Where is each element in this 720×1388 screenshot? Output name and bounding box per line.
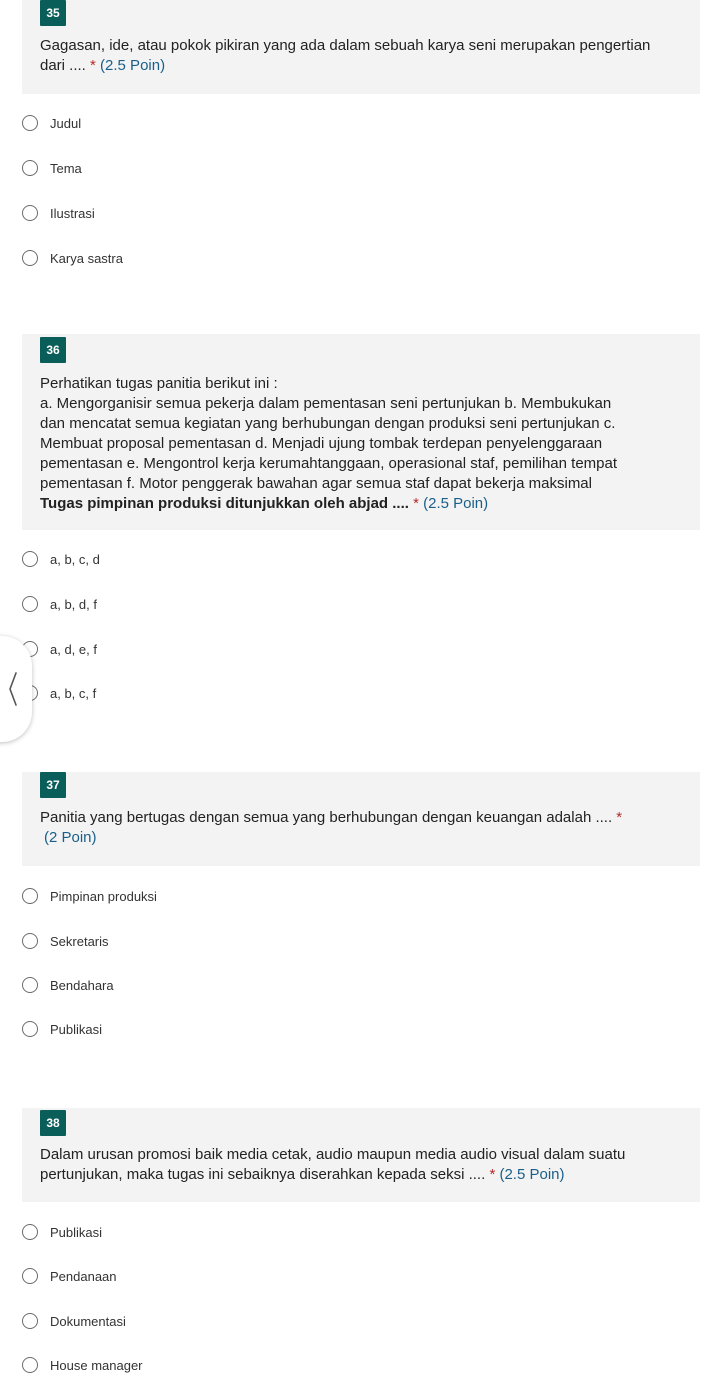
radio-button[interactable] [22,1268,38,1284]
radio-button[interactable] [22,933,38,949]
radio-button[interactable] [22,1021,38,1037]
question-number: 36 [40,337,66,363]
option-label: a, b, c, f [50,685,97,701]
question-line-last [40,828,684,848]
question-text [40,374,684,514]
points-label: (2.5 Poin) [423,495,489,512]
option-ilustrasi[interactable] [22,202,95,224]
question-36-header [22,334,700,530]
option-label: Bendahara [50,977,114,993]
question-line: Membuat proposal pementasan d. Menjadi ujung tombak terdepan penyelenggaraan [40,435,603,452]
question-37 [22,772,700,866]
back-side-tab[interactable] [0,636,32,742]
question-line: pertunjukan, maka tugas ini sebaiknya diserahkan kepada seksi .... [40,1166,486,1183]
points-label: (2 Poin) [44,829,97,846]
points-label: (2.5 Poin) [100,57,166,74]
question-line [40,808,684,828]
required-marker: * [489,1166,496,1183]
radio-button[interactable] [22,160,38,176]
question-line: Gagasan, ide, atau pokok pikiran yang ada dalam sebuah karya seni merupakan pengertian [40,37,651,54]
question-number: 38 [40,1110,66,1136]
option-label: Ilustrasi [50,205,95,221]
option-karya-sastra[interactable] [22,247,123,269]
question-line: dari .... [40,57,86,74]
option-dokumentasi[interactable] [22,1310,126,1332]
radio-button[interactable] [22,250,38,266]
option-abcd[interactable] [22,548,100,570]
option-label: Pimpinan produksi [50,888,157,904]
option-label: Sekretaris [50,933,109,949]
question-38-header [22,1108,700,1202]
question-line: Dalam urusan promosi baik media cetak, audio maupun media audio visual dalam suatu [40,1146,626,1163]
question-line-last [40,494,684,514]
option-label: House manager [50,1357,143,1373]
question-line: pementasan f. Motor penggerak bawahan agar semua staf dapat bekerja maksimal [40,475,592,492]
question-bold-line: Tugas pimpinan produksi ditunjukkan oleh abjad .... [40,495,409,512]
option-label: a, b, c, d [50,551,100,567]
question-35-header [22,0,700,94]
question-number: 37 [40,772,66,798]
option-label: a, b, d, f [50,596,97,612]
option-adef[interactable] [22,638,97,660]
question-37-header [22,772,700,866]
question-line-text: Panitia yang bertugas dengan semua yang berhubungan dengan keuangan adalah .... [40,809,613,826]
required-marker: * [616,809,623,826]
radio-button[interactable] [22,888,38,904]
option-label: Publikasi [50,1021,103,1037]
chevron-left-icon[interactable] [8,672,18,706]
radio-button[interactable] [22,205,38,221]
question-35 [22,0,700,94]
radio-button[interactable] [22,115,38,131]
question-text [40,36,684,76]
option-label: Judul [50,115,82,131]
option-sekretaris[interactable] [22,930,109,952]
option-house-manager[interactable] [22,1354,143,1376]
question-line: Perhatikan tugas panitia berikut ini : [40,375,278,392]
option-pendanaan[interactable] [22,1265,117,1287]
option-label: Dokumentasi [50,1313,126,1329]
question-line: pementasan e. Mengontrol kerja kerumahtanggaan, operasional staf, pemilihan tempat [40,455,618,472]
required-marker: * [413,495,419,512]
option-abcf[interactable] [22,682,96,704]
question-38 [22,1108,700,1202]
option-tema[interactable] [22,157,82,179]
points-label: (2.5 Poin) [499,1166,565,1183]
option-bendahara[interactable] [22,974,114,996]
option-label: Publikasi [50,1224,103,1240]
required-marker: * [90,57,96,74]
option-label: a, d, e, f [50,641,97,657]
radio-button[interactable] [22,1357,38,1373]
question-number: 35 [40,0,66,26]
radio-button[interactable] [22,596,38,612]
radio-button[interactable] [22,977,38,993]
option-publikasi[interactable] [22,1221,102,1243]
option-judul[interactable] [22,112,81,134]
radio-button[interactable] [22,1313,38,1329]
option-label: Karya sastra [50,250,123,266]
radio-button[interactable] [22,551,38,567]
question-text [40,1145,684,1185]
radio-button[interactable] [22,1224,38,1240]
option-pimpinan-produksi[interactable] [22,885,157,907]
option-abdf[interactable] [22,593,97,615]
question-line: a. Mengorganisir semua pekerja dalam pementasan seni pertunjukan b. Membukukan [40,395,612,412]
option-label: Pendanaan [50,1268,117,1284]
question-line-last [40,1165,684,1185]
question-36 [22,334,700,530]
question-line: dan mencatat semua kegiatan yang berhubungan dengan produksi seni pertunjukan c. [40,415,616,432]
question-line-last [40,56,684,76]
option-publikasi[interactable] [22,1018,102,1040]
option-label: Tema [50,160,82,176]
question-text [40,808,684,848]
